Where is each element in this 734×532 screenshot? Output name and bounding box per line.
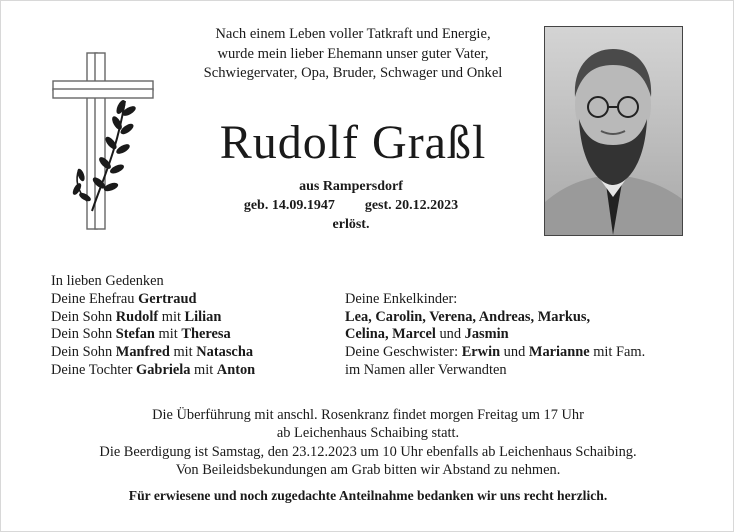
grandchildren-names: Celina, Marcel bbox=[345, 326, 436, 343]
family-row bbox=[51, 344, 331, 362]
relation: Dein Sohn bbox=[51, 344, 116, 361]
condolence-line: Von Beileidsbekundungen am Grab bitten wir Abstand zu nehmen. bbox=[175, 462, 561, 479]
relation: Dein Sohn bbox=[51, 308, 116, 325]
cross-icon bbox=[47, 51, 157, 231]
relatives-line: im Namen aller Verwandten bbox=[345, 361, 507, 378]
deceased-details bbox=[201, 177, 501, 234]
grandchild-name: Jasmin bbox=[464, 326, 509, 343]
conjunction: mit bbox=[154, 326, 182, 343]
grandchildren-line-1 bbox=[345, 309, 705, 327]
origin: aus Rampersdorf bbox=[299, 179, 403, 194]
intro-line-3: Schwiegervater, Opa, Bruder, Schwager und Onkel bbox=[203, 65, 503, 81]
transfer-line-1: Die Überführung mit anschl. Rosenkranz findet morgen Freitag um 17 Uhr bbox=[152, 407, 584, 423]
thanks-line: Für erwiesene und noch zugedachte Anteilnahme bedanken wir uns recht herzlich. bbox=[128, 488, 608, 503]
funeral-info bbox=[41, 406, 695, 480]
relation: Deine Ehefrau bbox=[51, 290, 139, 307]
funeral-line: Die Beerdigung ist Samstag, den 23.12.2023 um 10 Uhr ebenfalls ab Leichenhaus Schaibing. bbox=[99, 443, 637, 460]
grandchildren-names: Lea, Carolin, Verena, Andreas, Markus, bbox=[345, 308, 591, 325]
relative-name: Gabriela bbox=[136, 361, 191, 378]
family-row bbox=[51, 326, 331, 344]
siblings-line bbox=[345, 344, 705, 362]
family-left bbox=[51, 273, 331, 380]
remembrance-heading: In lieben Gedenken bbox=[51, 273, 164, 289]
siblings-label: Deine Geschwister: bbox=[345, 344, 462, 361]
relative-name: Rudolf bbox=[115, 308, 159, 325]
partner-name: Anton bbox=[216, 361, 256, 378]
conjunction: mit bbox=[158, 308, 185, 325]
family-row bbox=[51, 291, 331, 309]
life-dates bbox=[201, 196, 501, 215]
death-date: gest. 20.12.2023 bbox=[364, 198, 459, 213]
portrait-photo bbox=[544, 26, 683, 236]
conjunction: mit bbox=[169, 344, 197, 361]
relative-name: Gertraud bbox=[138, 290, 197, 307]
intro-line-2: wurde mein lieber Ehemann unser guter Vater, bbox=[217, 45, 489, 62]
portrait-image bbox=[545, 27, 682, 235]
birth-date: geb. 14.09.1947 bbox=[243, 198, 335, 213]
relative-name: Stefan bbox=[115, 326, 155, 343]
conjunction: und bbox=[435, 326, 465, 343]
partner-name: Natascha bbox=[196, 344, 254, 361]
partner-name: Theresa bbox=[181, 326, 231, 343]
partner-name: Lilian bbox=[184, 308, 222, 325]
relative-name: Manfred bbox=[115, 344, 170, 361]
deceased-name: Rudolf Graßl bbox=[219, 116, 487, 169]
family-row bbox=[51, 309, 331, 327]
conjunction: mit bbox=[190, 361, 217, 378]
grandchildren-line-2 bbox=[345, 326, 705, 344]
sibling-name: Marianne bbox=[528, 344, 590, 361]
death-note: erlöst. bbox=[332, 217, 370, 232]
transfer-line-2: ab Leichenhaus Schaibing statt. bbox=[276, 425, 460, 442]
sibling-name: Erwin bbox=[461, 344, 501, 361]
siblings-suffix: mit Fam. bbox=[589, 344, 646, 361]
grandchildren-label: Deine Enkelkinder: bbox=[345, 290, 458, 307]
relation: Deine Tochter bbox=[51, 361, 137, 378]
intro-line-1: Nach einem Leben voller Tatkraft und Energie, bbox=[215, 26, 491, 42]
family-row bbox=[51, 362, 331, 380]
intro-text bbox=[171, 25, 535, 84]
relation: Dein Sohn bbox=[51, 326, 116, 343]
family-right bbox=[345, 273, 705, 380]
conjunction: und bbox=[500, 344, 529, 361]
